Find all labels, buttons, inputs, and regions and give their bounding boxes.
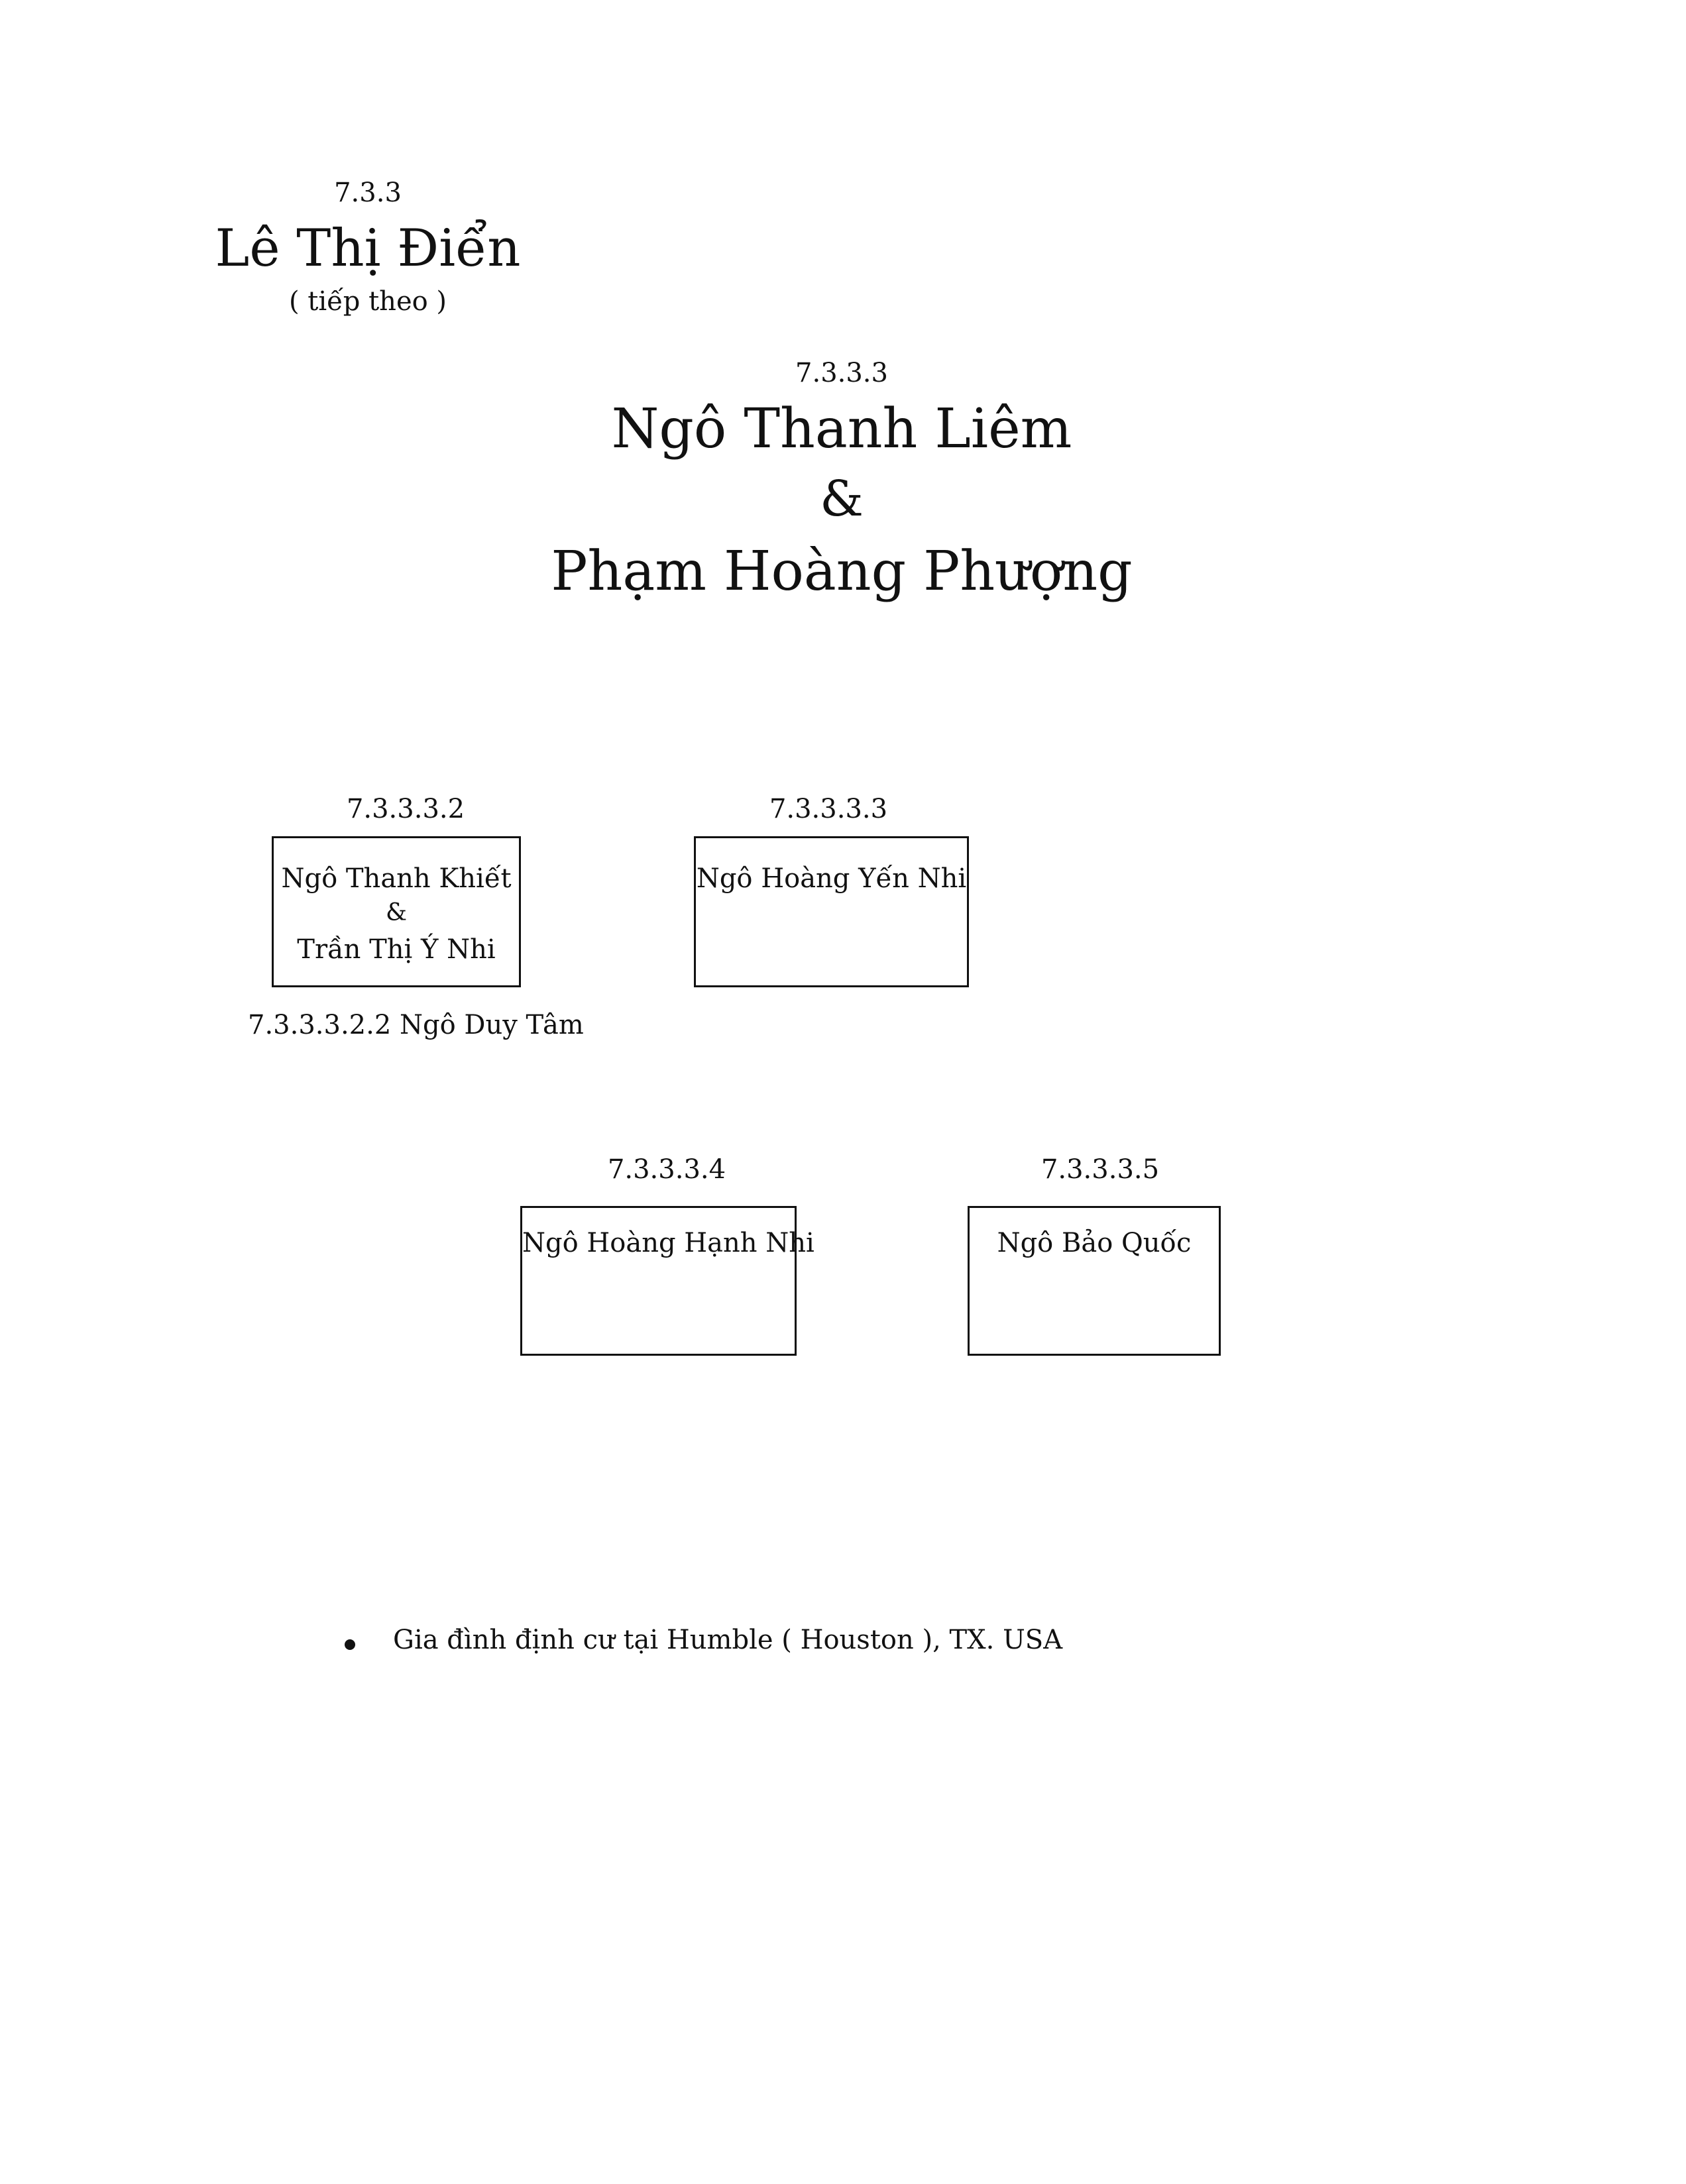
child-number: 7.3.3.3.5 (1040, 1154, 1160, 1185)
child-number: 7.3.3.3.3 (769, 794, 888, 824)
child-ampersand: & (385, 899, 408, 926)
child-number: 7.3.3.3.4 (607, 1154, 726, 1185)
grandchild-entry: 7.3.3.3.2.2 Ngô Duy Tâm (248, 1010, 584, 1040)
couple-wife-name: Phạm Hoàng Phượng (551, 540, 1133, 603)
couple-ampersand: & (820, 470, 864, 527)
child-box (968, 1206, 1221, 1356)
child-name: Ngô Thanh Khiết (281, 863, 512, 894)
family-location-note: Gia đình định cư tại Humble ( Houston ), TX. USA (393, 1625, 1063, 1655)
bullet-icon (345, 1639, 355, 1650)
ancestor-name: Lê Thị Điển (215, 219, 521, 278)
child-spouse-name: Trần Thị Ý Nhi (297, 934, 496, 965)
child-name: Ngô Hoàng Hạnh Nhi (522, 1228, 815, 1258)
ancestor-subtitle: ( tiếp theo ) (288, 286, 447, 317)
child-box (520, 1206, 815, 1356)
ancestor-number: 7.3.3 (334, 178, 402, 208)
couple-number: 7.3.3.3 (795, 358, 888, 388)
child-number: 7.3.3.3.2 (346, 794, 465, 824)
child-box (272, 836, 521, 987)
child-box (694, 836, 969, 987)
couple-husband-name: Ngô Thanh Liêm (611, 398, 1072, 461)
child-name: Ngô Bảo Quốc (997, 1228, 1192, 1258)
child-name: Ngô Hoàng Yến Nhi (696, 863, 967, 894)
